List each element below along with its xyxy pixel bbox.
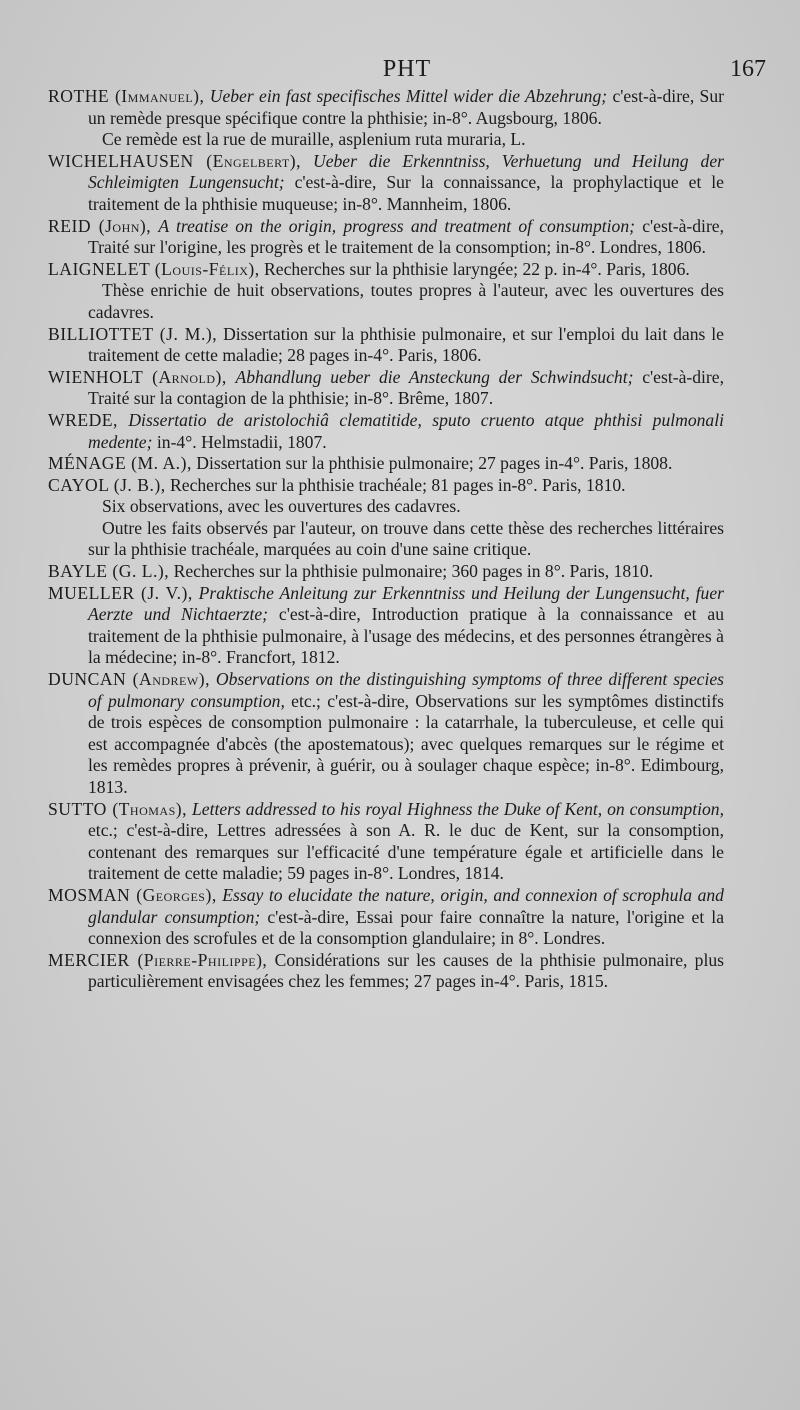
entry-details: c'est-à-dire, Traité sur l'origine, les progrès et le traitement de la consomption; in-8°. Londres, 1806. [88,215,725,258]
entry-title: Dissertatio de aristolochiâ clematitide, sputo cruento atque phthisi pulmonali medente; [88,409,725,452]
entry-author: BAYLE (G. L.), [48,561,170,582]
entry-author: WIENHOLT (Arnold), [48,366,227,387]
bibliography-entry [48,950,724,993]
page-number: 167 [730,56,766,82]
bibliography-entry [48,669,724,799]
entry-details: c'est-à-dire, Essai pour faire connaître la nature, l'origine et la connexion des scrofules et de la consomption glandulaire; in 8°. Londres. [88,906,724,949]
bibliography-entry [48,475,724,497]
note-text: Outre les faits observés par l'auteur, on trouve dans cette thèse des recherches littéraires sur la phthisie trachéale, marquées au coin d'une saine critique. [88,517,724,560]
entry-author: WICHELHAUSEN (Engelbert), [48,150,302,171]
bibliography-entry [48,367,724,410]
entry-author: CAYOL (J. B.), [48,474,166,495]
entry-details: c'est-à-dire, Introduction pratique à la connaissance et au traitement de la phthisie pulmonaire, à l'usage des médecins, et des personnes étrangères à la médecine; in-8°. Francfort, 1812. [88,604,724,668]
annotation-note [48,518,724,561]
entry-author: SUTTO (Thomas), [48,798,188,819]
entry-details: Considérations sur les causes de la phthisie pulmonaire, plus particulièrement envisagées chez les femmes; 27 pages in-4°. Paris, 1815. [88,949,724,992]
entry-details: Dissertation sur la phthisie pulmonaire; 27 pages in-4°. Paris, 1808. [196,453,673,474]
entry-author: MOSMAN (Georges), [48,884,217,905]
bibliography-entry [48,324,724,367]
bibliography-entry [48,561,724,583]
entry-author: REID (John), [48,215,152,236]
entry-author: MUELLER (J. V.), [48,582,193,603]
annotation-note [48,496,724,518]
entry-title: Abhandlung ueber die Ansteckung der Schwindsucht; [235,366,634,387]
entry-details: Dissertation sur la phthisie pulmonaire, et sur l'emploi du lait dans le traitement de cette maladie; 28 pages in-4°. Paris, 1806. [88,323,724,366]
note-text: Six observations, avec les ouvertures des cadavres. [102,496,461,517]
bibliography-entry [48,86,724,129]
bibliography-entry [48,885,724,950]
annotation-note [48,280,724,323]
entry-details: Recherches sur la phthisie trachéale; 81 pages in-8°. Paris, 1810. [170,474,626,495]
entry-details: in-4°. Helmstadii, 1807. [156,431,327,452]
annotation-note [48,129,724,151]
entry-details: etc.; c'est-à-dire, Lettres adressées à son A. R. le duc de Kent, sur la consomption, contenant des remarques sur l'efficacité d'une température égale et artificielle dans le traitement de cette maladie; 59 pages in-8°. Londres, 1814. [88,820,724,884]
entry-title: Essay to elucidate the nature, origin, and connexion of scrophula and glandular consumption; [88,884,724,927]
entry-title: Observations on the distinguishing symptoms of three different species of pulmonary consumption, [88,669,725,711]
entry-title: Ueber die Erkenntniss, Verhuetung und Heilung der Schleimigten Lungensucht; [88,150,724,193]
bibliography-entry [48,151,724,216]
running-title: PHT [382,56,432,82]
bibliography-entry [48,453,724,475]
note-text: Thèse enrichie de huit observations, toutes propres à l'auteur, avec les ouvertures des cadavres. [88,280,724,322]
entry-author: BILLIOTTET (J. M.), [48,323,218,344]
bibliography-entry [48,583,724,669]
bibliography-entry [48,259,724,281]
entry-author: MERCIER (Pierre-Philippe), [48,949,268,970]
entry-author: LAIGNELET (Louis-Félix), [48,258,260,279]
bibliography-entry [48,216,724,259]
entry-details: Recherches sur la phthisie pulmonaire; 360 pages in 8°. Paris, 1810. [173,561,654,582]
entry-details: c'est-à-dire, Sur la connaissance, la prophylactique et le traitement de la phthisie muqueuse; in-8°. Mannheim, 1806. [88,172,724,214]
entry-title: A treatise on the origin, progress and treatment of consumption; [158,215,636,236]
note-text: Ce remède est la rue de muraille, asplenium ruta muraria, L. [102,129,526,150]
entry-title: Letters addressed to his royal Highness the Duke of Kent, on consumption, [191,798,724,819]
entry-author: MÉNAGE (M. A.), [48,453,192,474]
entry-details: c'est-à-dire, Sur un remède presque spécifique contre la phthisie; in-8°. Augsbourg, 1806. [88,86,724,128]
entry-details: c'est-à-dire, Traité sur la contagion de la phthisie; in-8°. Brême, 1807. [88,366,724,409]
bibliography-entry [48,410,724,453]
bibliography-entry [48,799,724,885]
entry-author: WREDE, [48,409,118,430]
entry-title: Praktische Anleitung zur Erkenntniss und Heilung der Lungensucht, fuer Aerzte und Nichtaerzte; [88,582,724,625]
entry-title: Ueber ein fast specifisches Mittel wider die Abzehrung; [209,86,608,106]
entry-details: Recherches sur la phthisie laryngée; 22 p. in-4°. Paris, 1806. [264,258,690,279]
entry-author: ROTHE (Immanuel), [48,86,205,106]
entry-details: etc.; c'est-à-dire, Observations sur les symptômes distinctifs de trois espèces de consomption pulmonaire : la catarrhale, la tuberculeuse, et celle qui est accompagnée d'abcès (the apostematous); avec quelques remarques sur le régime et les remèdes propres à prévenir, à guérir, ou à soulager chaque espèce; in-8°. Edimbourg, 1813. [88,690,724,797]
page-header [48,56,766,86]
bibliography-list [48,86,724,993]
entry-author: DUNCAN (Andrew), [48,669,210,690]
